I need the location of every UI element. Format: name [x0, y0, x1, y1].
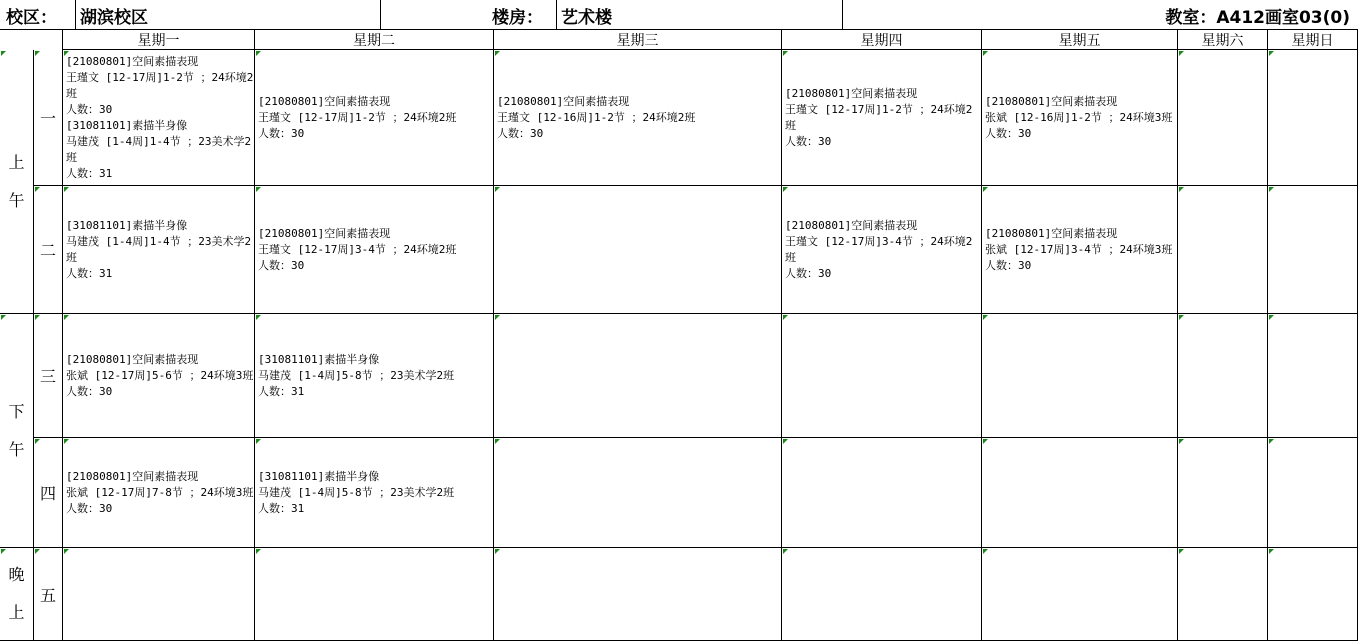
schedule-cell[interactable] [782, 186, 982, 314]
cell-marker [256, 439, 261, 444]
schedule-cell[interactable] [63, 438, 255, 548]
room-label: 教室： [1165, 7, 1217, 28]
schedule-cell[interactable] [1268, 186, 1358, 314]
day-header: 星期二 [255, 30, 494, 50]
cell-marker [256, 51, 261, 56]
schedule-cell[interactable] [1268, 438, 1358, 548]
cell-marker [64, 315, 69, 320]
schedule-cell[interactable] [982, 438, 1178, 548]
cell-marker [1179, 439, 1184, 444]
period-label: 四 [34, 438, 63, 548]
cell-marker [983, 549, 988, 554]
session-label [0, 50, 34, 314]
cell-marker [1, 315, 6, 320]
cell-marker [1179, 51, 1184, 56]
cell-marker [495, 51, 500, 56]
corner-cell [0, 30, 63, 50]
cell-marker [64, 51, 69, 56]
schedule-cell[interactable] [255, 314, 494, 438]
cell-marker [783, 549, 788, 554]
session-char: 下 [8, 401, 25, 421]
period-label: 一 [34, 50, 63, 186]
schedule-cell[interactable] [494, 186, 782, 314]
cell-marker [1269, 439, 1274, 444]
schedule-cell[interactable] [1178, 314, 1268, 438]
cell-marker [1179, 187, 1184, 192]
class-entry: [21080801]空间素描表现 王瑾文 [12-17周]1-2节 ；24环境2班 人数：30 [31081101]素描半身像 马建茂 [1-4周]1-4节 ；23美术学2班 人数：31 [66, 54, 254, 180]
schedule-cell[interactable] [982, 548, 1178, 641]
schedule-cell[interactable] [494, 50, 782, 186]
campus-value: 湖滨校区 [80, 7, 148, 28]
class-entry: [21080801]空间素描表现 张斌 [12-17周]7-8节 ；24环境3班 人数：30 [66, 469, 254, 515]
schedule-cell[interactable] [1178, 548, 1268, 641]
class-entry: [21080801]空间素描表现 王瑾文 [12-17周]3-4节 ；24环境2班 人数：30 [785, 218, 973, 280]
class-entry: [21080801]空间素描表现 张斌 [12-16周]1-2节 ；24环境3班 人数：30 [985, 94, 1173, 140]
schedule-cell[interactable] [63, 186, 255, 314]
schedule-cell[interactable] [255, 548, 494, 641]
cell-marker [983, 315, 988, 320]
schedule-cell[interactable] [1178, 186, 1268, 314]
cell-marker [783, 439, 788, 444]
cell-marker [1179, 315, 1184, 320]
day-header: 星期四 [782, 30, 982, 50]
cell-marker [983, 51, 988, 56]
room-value: A412画室03(0) [1216, 7, 1350, 28]
cell-marker [35, 549, 40, 554]
class-entry: [31081101]素描半身像 马建茂 [1-4周]5-8节 ；23美术学2班 人数：31 [258, 352, 455, 398]
cell-marker [35, 315, 40, 320]
class-entry: [21080801]空间素描表现 王瑾文 [12-17周]1-2节 ；24环境2班 人数：30 [258, 94, 457, 140]
schedule-cell[interactable] [494, 438, 782, 548]
class-entry: [21080801]空间素描表现 王瑾文 [12-17周]3-4节 ；24环境2班 人数：30 [258, 226, 457, 272]
schedule-cell[interactable] [982, 314, 1178, 438]
schedule-cell[interactable] [255, 50, 494, 186]
day-header: 星期六 [1178, 30, 1268, 50]
cell-marker [1269, 187, 1274, 192]
period-label: 二 [34, 186, 63, 314]
class-entry: [21080801]空间素描表现 张斌 [12-17周]3-4节 ；24环境3班 人数：30 [985, 226, 1173, 272]
class-entry: [21080801]空间素描表现 王瑾文 [12-17周]1-2节 ；24环境2班 人数：30 [785, 86, 973, 148]
day-header: 星期五 [982, 30, 1178, 50]
schedule-cell[interactable] [1268, 548, 1358, 641]
timetable-header [0, 0, 1358, 30]
schedule-cell[interactable] [255, 186, 494, 314]
day-header: 星期三 [494, 30, 782, 50]
cell-marker [35, 51, 40, 56]
cell-marker [1179, 549, 1184, 554]
schedule-cell[interactable] [1178, 50, 1268, 186]
schedule-cell[interactable] [982, 186, 1178, 314]
period-label: 五 [34, 548, 63, 641]
room-info [1165, 0, 1350, 30]
schedule-cell[interactable] [982, 50, 1178, 186]
building-label: 楼房： [492, 7, 543, 28]
cell-marker [783, 315, 788, 320]
session-char: 午 [8, 190, 25, 210]
cell-marker [1269, 51, 1274, 56]
cell-marker [1, 549, 6, 554]
session-char: 午 [8, 439, 25, 459]
cell-marker [783, 51, 788, 56]
cell-marker [495, 315, 500, 320]
session-label [0, 548, 34, 641]
class-entry: [21080801]空间素描表现 王瑾文 [12-16周]1-2节 ；24环境2班 人数：30 [497, 94, 696, 140]
day-header: 星期日 [1268, 30, 1358, 50]
cell-marker [64, 187, 69, 192]
cell-marker [35, 439, 40, 444]
class-entry: [31081101]素描半身像 马建茂 [1-4周]1-4节 ；23美术学2班 人数：31 [66, 218, 252, 280]
schedule-cell[interactable] [63, 50, 255, 186]
schedule-cell[interactable] [782, 50, 982, 186]
cell-marker [256, 549, 261, 554]
cell-marker [35, 187, 40, 192]
cell-marker [983, 439, 988, 444]
schedule-cell[interactable] [494, 548, 782, 641]
schedule-cell[interactable] [782, 314, 982, 438]
cell-marker [783, 187, 788, 192]
schedule-cell[interactable] [63, 548, 255, 641]
cell-marker [64, 439, 69, 444]
day-header: 星期一 [63, 30, 255, 50]
schedule-cell[interactable] [1178, 438, 1268, 548]
schedule-cell[interactable] [494, 314, 782, 438]
building-value: 艺术楼 [561, 7, 612, 28]
class-entry: [31081101]素描半身像 马建茂 [1-4周]5-8节 ；23美术学2班 人数：31 [258, 469, 455, 515]
cell-marker [1269, 549, 1274, 554]
cell-marker [495, 439, 500, 444]
cell-marker [495, 549, 500, 554]
class-entry: [21080801]空间素描表现 张斌 [12-17周]5-6节 ；24环境3班 人数：30 [66, 352, 254, 398]
timetable-grid [0, 30, 1358, 641]
session-char: 上 [8, 603, 25, 622]
schedule-cell[interactable] [1268, 50, 1358, 186]
schedule-cell[interactable] [1268, 314, 1358, 438]
schedule-cell[interactable] [782, 438, 982, 548]
cell-marker [1269, 315, 1274, 320]
campus-label: 校区： [6, 7, 57, 28]
cell-marker [256, 187, 261, 192]
cell-marker [495, 187, 500, 192]
cell-marker [983, 187, 988, 192]
session-char: 晚 [8, 565, 25, 584]
schedule-cell[interactable] [782, 548, 982, 641]
period-label: 三 [34, 314, 63, 438]
session-label [0, 314, 34, 548]
cell-marker [64, 549, 69, 554]
schedule-cell[interactable] [63, 314, 255, 438]
cell-marker [1, 51, 6, 56]
cell-marker [256, 315, 261, 320]
session-char: 上 [8, 152, 25, 172]
schedule-cell[interactable] [255, 438, 494, 548]
